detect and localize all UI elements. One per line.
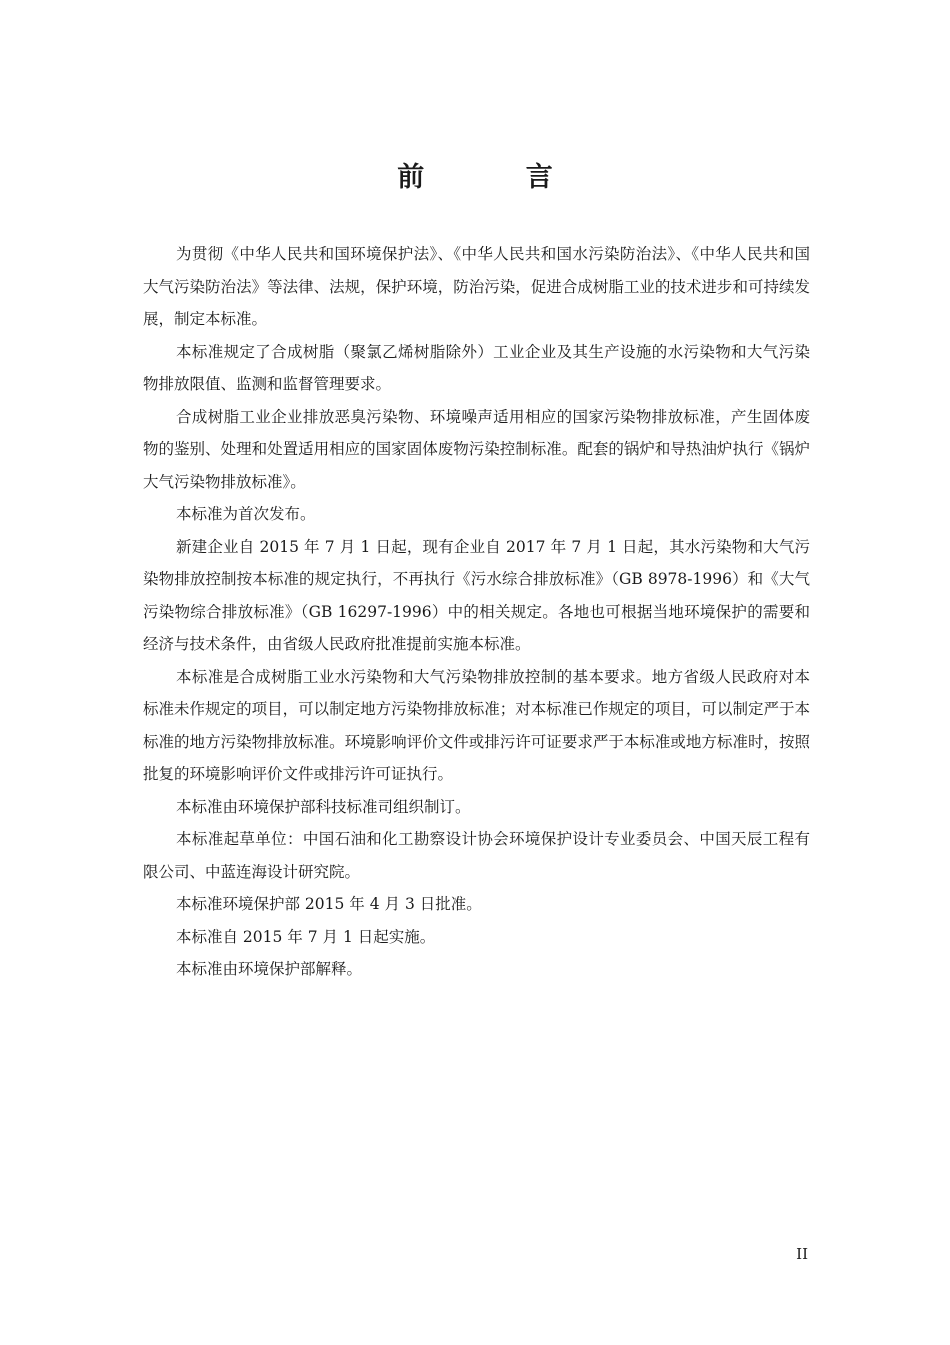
paragraph-first-release: 本标准为首次发布。 (176, 505, 316, 523)
foreword-body (143, 238, 810, 986)
paragraph-related-standards: 合成树脂工业企业排放恶臭污染物、环境噪声适用相应的国家污染物排放标准，产生固体废物的鉴别、处理和处置适用相应的国家固体废物污染控制标准。配套的锅炉和导热油炉执行《锅炉大气污染物排放标准》。 (143, 407, 810, 491)
paragraph-scope: 本标准规定了合成树脂（聚氯乙烯树脂除外）工业企业及其生产设施的水污染物和大气污染物排放限值、监测和监督管理要求。 (143, 342, 810, 393)
paragraph-effective-dates: 新建企业自 2015 年 7 月 1 日起，现有企业自 2017 年 7 月 1 日起，其水污染物和大气污染物排放控制按本标准的规定执行，不再执行《污水综合排放标准》（GB 8978-1996）和《大气污染物综合排放标准》（GB 16297-1996）中的相关规定。各地也可根据当地环境保护的需要和经济与技术条件，由省级人民政府批准提前实施本标准。 (143, 537, 810, 653)
paragraph-purpose: 为贯彻《中华人民共和国环境保护法》、《中华人民共和国水污染防治法》、《中华人民共和国大气污染防治法》等法律、法规，保护环境，防治污染，促进合成树脂工业的技术进步和可持续发展，制定本标准。 (143, 245, 810, 328)
paragraph-implementation: 本标准自 2015 年 7 月 1 日起实施。 (176, 927, 436, 946)
page-number: II (796, 1245, 808, 1263)
paragraph-approval: 本标准环境保护部 2015 年 4 月 3 日批准。 (176, 895, 482, 913)
paragraph-basic-requirements: 本标准是合成树脂工业水污染物和大气污染物排放控制的基本要求。地方省级人民政府对本标准未作规定的项目，可以制定地方污染物排放标准；对本标准已作规定的项目，可以制定严于本标准的地方污染物排放标准。环境影响评价文件或排污许可证要求严于本标准或地方标准时，按照批复的环境影响评价文件或排污许可证执行。 (143, 667, 810, 783)
paragraph-organizer: 本标准由环境保护部科技标准司组织制订。 (176, 797, 471, 816)
paragraph-interpretation: 本标准由环境保护部解释。 (176, 960, 363, 978)
paragraph-drafters: 本标准起草单位：中国石油和化工勘察设计协会环境保护设计专业委员会、中国天辰工程有限公司、中蓝连海设计研究院。 (143, 830, 810, 881)
page-title: 前 言 (397, 162, 599, 193)
